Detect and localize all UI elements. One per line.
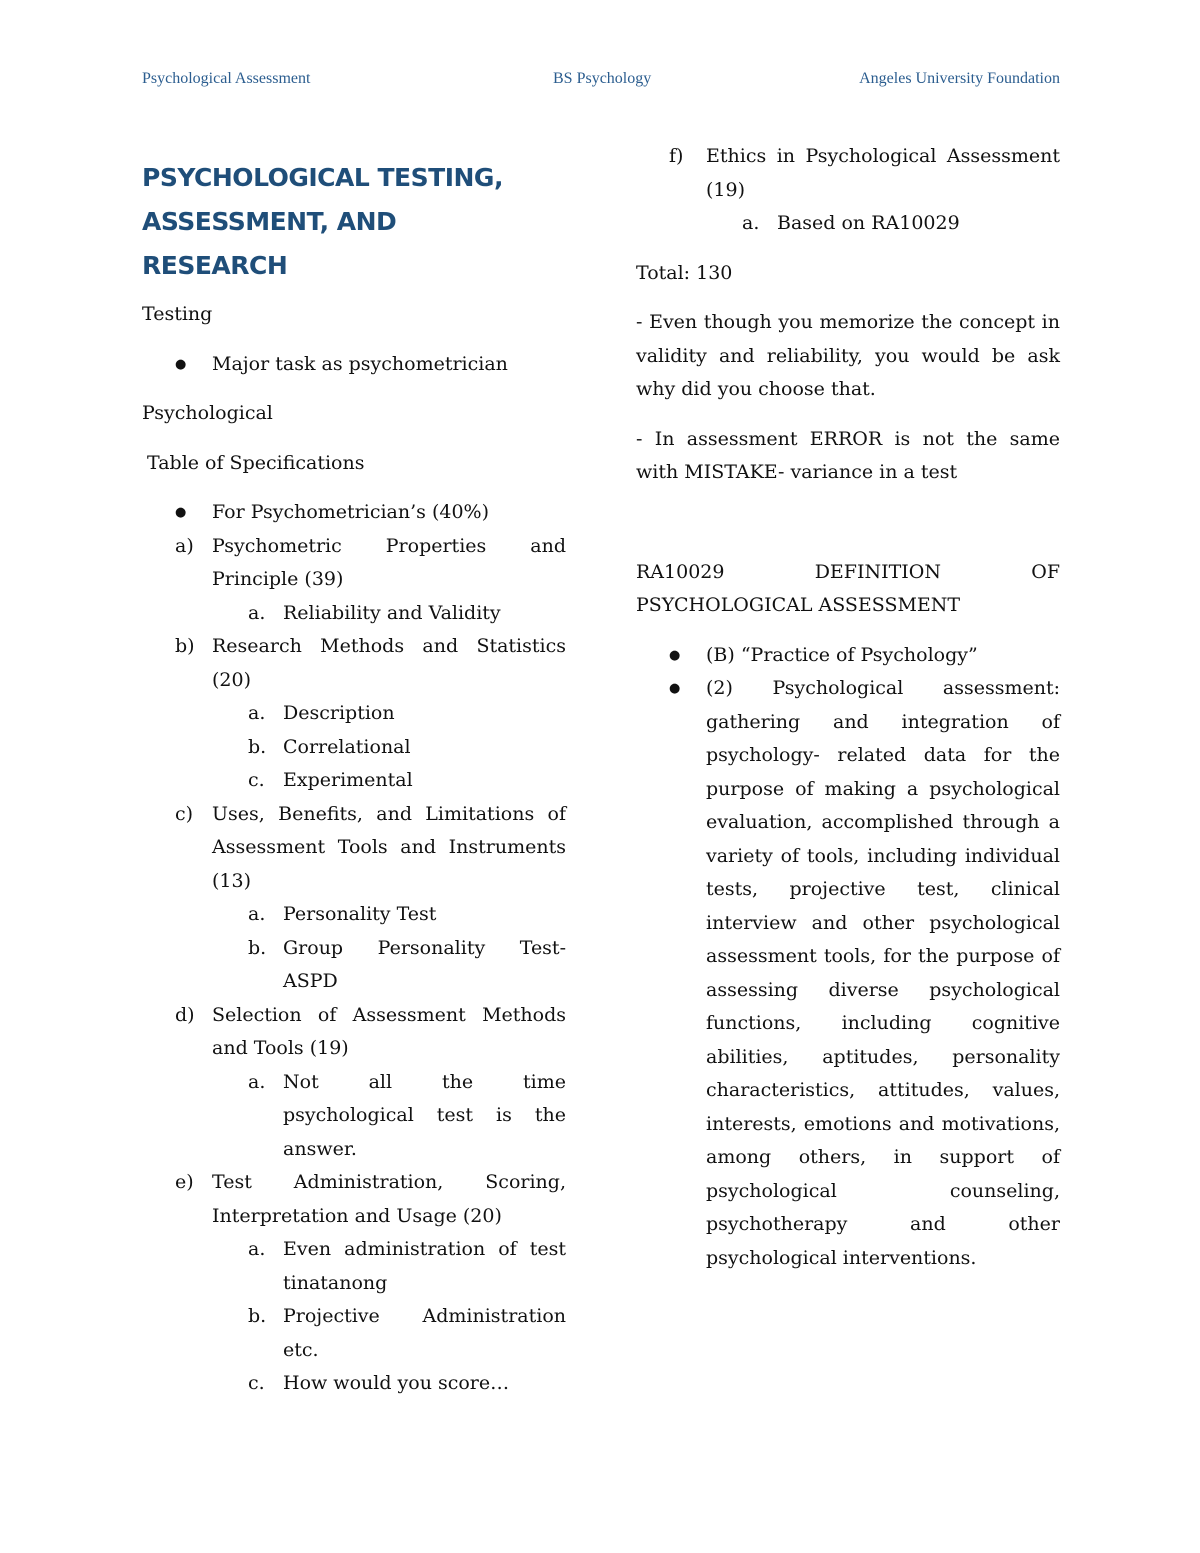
list-item: b. Group Personality Test- ASPD [248, 936, 566, 992]
section-a: a) Psychometric Properties and Principle (39) [175, 534, 566, 590]
right-column [636, 140, 1060, 1291]
testing-label: Testing [142, 303, 213, 325]
list-item: c. Experimental [248, 769, 413, 791]
header-course: Psychological Assessment [142, 70, 311, 87]
document-title: PSYCHOLOGICAL TESTING, ASSESSMENT, AND RESEARCH [142, 163, 503, 280]
list-item: a. Even administration of test tinatanong [248, 1238, 566, 1294]
list-item: b. Projective Administration etc. [248, 1305, 566, 1361]
list-item: ● (2) Psychological assessment: gathering and integration of psychology- related data for the purpose of making a psychological evaluation, accomplished through a variety of tools, including individual tests, projective test, clinical interview and other psychological assessment tools, for the purpose of assessing diverse psychological functions, including cognitive abilities, aptitudes, personality characteristics, attitudes, values, interests, emotions and motivations, among others, in support of psychological counseling, psychotherapy and other psychological interventions. [636, 672, 1060, 1275]
left-column [142, 156, 566, 1401]
note-error: - In assessment ERROR is not the same with MISTAKE- variance in a test [636, 427, 1060, 483]
list-item: c. How would you score… [248, 1372, 510, 1394]
note-validity: - Even though you memorize the concept in validity and reliability, you would be ask why did you choose that. [636, 311, 1060, 400]
list-item: a. Personality Test [248, 903, 437, 925]
list-item: a. Not all the time psychological test is the answer. [248, 1070, 566, 1160]
list-item: ● For Psychometrician’s (40%) [142, 496, 566, 530]
list-item: a. Based on RA10029 [742, 212, 960, 234]
section-e: e) Test Administration, Scoring, Interpretation and Usage (20) [175, 1171, 566, 1227]
header-university: Angeles University Foundation [859, 70, 1060, 87]
list-item: b. Correlational [248, 735, 411, 758]
ra-list [636, 639, 1060, 1276]
page-header [142, 70, 1060, 94]
total-line: Total: 130 [636, 261, 733, 284]
header-program: BS Psychology [553, 70, 652, 87]
section-b: b) Research Methods and Statistics (20) [175, 635, 566, 691]
list-item: ● (B) “Practice of Psychology” [636, 639, 1060, 673]
section-d: d) Selection of Assessment Methods and Tools (19) [175, 1003, 566, 1059]
testing-list [142, 348, 566, 382]
tos-label: Table of Specifications [147, 451, 365, 474]
tos-list [142, 496, 566, 530]
section-f: f) Ethics in Psychological Assessment (19) [669, 145, 1060, 201]
section-c: c) Uses, Benefits, and Limitations of Assessment Tools and Instruments (13) [175, 802, 566, 892]
list-item: a. Description [248, 702, 395, 724]
list-item: ● Major task as psychometrician [142, 348, 566, 382]
list-item: a. Reliability and Validity [248, 601, 501, 624]
ra-heading: RA10029 DEFINITION OF PSYCHOLOGICAL ASSESSMENT [636, 560, 1060, 616]
psychological-label: Psychological [142, 402, 273, 424]
